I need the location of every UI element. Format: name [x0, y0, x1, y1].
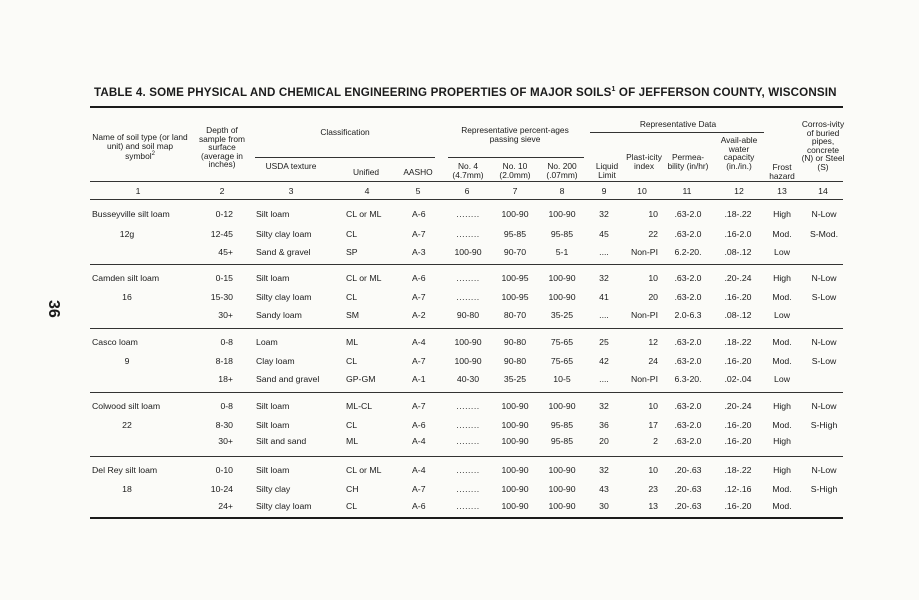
- frost-cell: High: [773, 465, 791, 475]
- frost-cell: High: [773, 401, 791, 411]
- frost-cell: Mod.: [772, 229, 792, 239]
- corrosivity-cell: N-Low: [811, 465, 837, 475]
- depth-cell: 45+: [218, 247, 233, 257]
- no10-cell: 90-80: [503, 337, 527, 347]
- depth-cell: 8-30: [215, 420, 233, 430]
- liquid-limit-cell: 43: [599, 484, 609, 494]
- permeability-cell: .63-2.0: [674, 356, 702, 366]
- depth-cell: 15-30: [210, 292, 233, 302]
- col-num-5: 5: [415, 186, 421, 196]
- no4-cell: 40-30: [456, 374, 480, 384]
- unified-cell: CL: [346, 356, 358, 366]
- awc-cell: .18-.22: [724, 465, 752, 475]
- depth-cell: 30+: [218, 436, 233, 446]
- liquid-limit-cell: 41: [599, 292, 609, 302]
- permeability-cell: .63-2.0: [674, 273, 702, 283]
- header-usda: USDA texture: [265, 161, 317, 171]
- col-num-3: 3: [288, 186, 294, 196]
- plasticity-cell: 10: [648, 465, 658, 475]
- header-permeability: Permea-bility (in/hr): [667, 152, 709, 171]
- unified-cell: ML: [346, 337, 359, 347]
- aashto-cell: A-4: [412, 436, 426, 446]
- header-aashto: AASHO: [403, 167, 433, 177]
- no200-cell: 95-85: [550, 436, 574, 446]
- header-corrosivity: Corros-ivity of buried pipes, concrete (N) or Steel (S): [801, 119, 845, 172]
- corrosivity-cell: S-High: [810, 484, 838, 494]
- permeability-cell: .20-.63: [674, 484, 702, 494]
- depth-cell: 10-24: [210, 484, 233, 494]
- no10-cell: 90-80: [503, 356, 527, 366]
- header-plasticity: Plast-icity index: [626, 152, 662, 171]
- aashto-cell: A-7: [412, 401, 426, 411]
- usda-cell: Silt loam: [256, 401, 290, 411]
- no4-cell: 90-80: [456, 310, 480, 320]
- no10-cell: 90-70: [503, 247, 527, 257]
- awc-cell: .16-.20: [724, 501, 752, 511]
- no4-cell: ........: [456, 484, 480, 494]
- no200-cell: 100-90: [548, 273, 576, 283]
- no200-cell: 100-90: [548, 501, 576, 511]
- no200-cell: 95-85: [550, 420, 574, 430]
- liquid-limit-cell: 20: [599, 436, 609, 446]
- permeability-cell: .63-2.0: [674, 209, 702, 219]
- corrosivity-cell: N-Low: [811, 273, 837, 283]
- plasticity-cell: 10: [648, 401, 658, 411]
- liquid-limit-cell: 32: [599, 401, 609, 411]
- permeability-cell: 2.0-6.3: [674, 310, 702, 320]
- title-text: TABLE 4. SOME PHYSICAL AND CHEMICAL ENGINEERING PROPERTIES OF MAJOR SOILS: [94, 86, 612, 99]
- usda-cell: Silty clay loam: [256, 292, 312, 302]
- unified-cell: ML: [346, 436, 359, 446]
- frost-cell: Low: [774, 374, 790, 384]
- frost-cell: Mod.: [772, 420, 792, 430]
- group-divider: [90, 264, 843, 265]
- frost-cell: Mod.: [772, 292, 792, 302]
- frost-cell: High: [773, 436, 791, 446]
- no4-cell: ........: [456, 465, 480, 475]
- unified-cell: SM: [346, 310, 360, 320]
- usda-cell: Silt loam: [256, 209, 290, 219]
- depth-cell: 12-45: [210, 229, 233, 239]
- no10-cell: 100-90: [501, 420, 529, 430]
- unified-cell: CH: [346, 484, 359, 494]
- title-suffix: OF JEFFERSON COUNTY, WISCONSIN: [615, 86, 837, 99]
- header-depth: Depth of sample from surface (average in inches): [198, 125, 246, 170]
- frost-cell: Low: [774, 247, 790, 257]
- column-number-rule: [90, 199, 843, 200]
- top-rule: [90, 106, 843, 108]
- col-num-4: 4: [364, 186, 370, 196]
- sieve-rule: [448, 157, 584, 158]
- unified-cell: CL: [346, 501, 358, 511]
- usda-cell: Sand & gravel: [256, 247, 311, 257]
- aashto-cell: A-4: [412, 465, 426, 475]
- frost-cell: High: [773, 273, 791, 283]
- liquid-limit-cell: 30: [599, 501, 609, 511]
- unified-cell: CL or ML: [346, 465, 382, 475]
- unified-cell: CL: [346, 292, 358, 302]
- unified-cell: CL or ML: [346, 273, 382, 283]
- no10-cell: 35-25: [503, 374, 527, 384]
- header-no200: No. 200 (.07mm): [546, 161, 578, 180]
- col-num-6: 6: [464, 186, 470, 196]
- no200-cell: 100-90: [548, 292, 576, 302]
- no4-cell: ........: [456, 401, 480, 411]
- corrosivity-cell: S-High: [810, 420, 838, 430]
- col-num-10: 10: [637, 186, 647, 196]
- corrosivity-cell: N-Low: [811, 401, 837, 411]
- liquid-limit-cell: 25: [599, 337, 609, 347]
- liquid-limit-cell: 32: [599, 465, 609, 475]
- col-num-8: 8: [559, 186, 565, 196]
- depth-cell: 0-15: [215, 273, 233, 283]
- usda-cell: Silty clay: [256, 484, 291, 494]
- awc-cell: .16-.20: [724, 292, 752, 302]
- aashto-cell: A-6: [412, 273, 426, 283]
- unified-cell: ML-CL: [346, 401, 373, 411]
- corrosivity-cell: N-Low: [811, 337, 837, 347]
- liquid-limit-cell: 32: [599, 209, 609, 219]
- no200-cell: 100-90: [548, 484, 576, 494]
- awc-cell: .16-.20: [724, 356, 752, 366]
- group-divider: [90, 328, 843, 329]
- usda-cell: Silt loam: [256, 420, 290, 430]
- permeability-cell: .63-2.0: [674, 401, 702, 411]
- usda-cell: Sandy loam: [256, 310, 302, 320]
- header-liquid: Liquid Limit: [595, 161, 619, 180]
- permeability-cell: .20-.63: [674, 501, 702, 511]
- col-num-9: 9: [601, 186, 607, 196]
- header-rep-data: Representative Data: [639, 119, 717, 129]
- no4-cell: ........: [456, 420, 480, 430]
- depth-cell: 8-18: [215, 356, 233, 366]
- no10-cell: 80-70: [503, 310, 527, 320]
- header-classification: Classification: [320, 127, 370, 137]
- aashto-cell: A-7: [412, 229, 426, 239]
- aashto-cell: A-2: [412, 310, 426, 320]
- no10-cell: 100-90: [501, 436, 529, 446]
- aashto-cell: A-3: [412, 247, 426, 257]
- awc-cell: .12-.16: [724, 484, 752, 494]
- plasticity-cell: 2: [653, 436, 658, 446]
- awc-cell: .20-.24: [724, 273, 752, 283]
- header-name-sup: 2: [151, 151, 155, 158]
- unified-cell: SP: [346, 247, 358, 257]
- frost-cell: Mod.: [772, 484, 792, 494]
- awc-cell: .18-.22: [724, 337, 752, 347]
- permeability-cell: .63-2.0: [674, 337, 702, 347]
- no200-cell: 5-1: [555, 247, 569, 257]
- soil-name: Camden silt loam: [92, 273, 160, 283]
- soil-symbol: 16: [122, 292, 132, 302]
- liquid-limit-cell: ....: [599, 374, 609, 384]
- liquid-limit-cell: 42: [599, 356, 609, 366]
- usda-cell: Silty clay loam: [256, 501, 312, 511]
- awc-cell: .16-.20: [724, 420, 752, 430]
- plasticity-cell: 23: [648, 484, 658, 494]
- plasticity-cell: 10: [648, 273, 658, 283]
- title-footnote-marker: 1: [611, 86, 616, 94]
- depth-cell: 0-10: [215, 465, 233, 475]
- no4-cell: 100-90: [454, 337, 482, 347]
- awc-cell: .20-.24: [724, 401, 752, 411]
- header-rule: [90, 181, 843, 182]
- usda-cell: Silt loam: [256, 273, 290, 283]
- depth-cell: 0-8: [220, 337, 233, 347]
- no10-cell: 100-95: [501, 273, 529, 283]
- col-num-2: 2: [219, 186, 225, 196]
- plasticity-cell: 20: [648, 292, 658, 302]
- soil-name: Colwood silt loam: [92, 401, 161, 411]
- bottom-rule: [90, 517, 843, 519]
- usda-cell: Clay loam: [256, 356, 295, 366]
- aashto-cell: A-1: [412, 374, 426, 384]
- no4-cell: ........: [456, 209, 480, 219]
- no10-cell: 100-90: [501, 401, 529, 411]
- col-num-13: 13: [777, 186, 787, 196]
- plasticity-cell: 10: [648, 209, 658, 219]
- no200-cell: 100-90: [548, 465, 576, 475]
- corrosivity-cell: N-Low: [811, 209, 837, 219]
- no10-cell: 100-90: [501, 501, 529, 511]
- no10-cell: 100-95: [501, 292, 529, 302]
- soil-symbol: 9: [124, 356, 130, 366]
- plasticity-cell: Non-PI: [630, 247, 658, 257]
- liquid-limit-cell: ....: [599, 247, 609, 257]
- header-unified: Unified: [352, 167, 380, 177]
- no4-cell: ........: [456, 436, 480, 446]
- no200-cell: 10-5: [553, 374, 571, 384]
- no4-cell: ........: [456, 229, 480, 239]
- plasticity-cell: 13: [648, 501, 658, 511]
- permeability-cell: 6.3-20.: [674, 374, 702, 384]
- soil-name: Del Rey silt loam: [92, 465, 158, 475]
- aashto-cell: A-7: [412, 356, 426, 366]
- soil-symbol: 18: [122, 484, 132, 494]
- usda-cell: Silt loam: [256, 465, 290, 475]
- no4-cell: 100-90: [454, 247, 482, 257]
- soil-symbol: 12g: [119, 229, 135, 239]
- usda-cell: Loam: [256, 337, 278, 347]
- no10-cell: 100-90: [501, 465, 529, 475]
- depth-cell: 30+: [218, 310, 233, 320]
- header-frost: Frost hazard: [769, 162, 795, 181]
- aashto-cell: A-6: [412, 209, 426, 219]
- unified-cell: CL: [346, 420, 358, 430]
- plasticity-cell: Non-PI: [630, 374, 658, 384]
- col-num-7: 7: [512, 186, 518, 196]
- no10-cell: 100-90: [501, 209, 529, 219]
- frost-cell: Mod.: [772, 337, 792, 347]
- permeability-cell: .63-2.0: [674, 420, 702, 430]
- corrosivity-cell: S-Mod.: [809, 229, 838, 239]
- usda-cell: Silty clay loam: [256, 229, 312, 239]
- header-awc: Avail-able water capacity (in./in.): [720, 135, 758, 171]
- header-no4: No. 4 (4.7mm): [452, 161, 484, 180]
- header-name-text: Name of soil type (or land unit) and soil map symbol: [92, 132, 188, 161]
- awc-cell: .08-.12: [724, 247, 752, 257]
- col-num-11: 11: [682, 186, 692, 196]
- awc-cell: .18-.22: [724, 209, 752, 219]
- plasticity-cell: Non-PI: [630, 310, 658, 320]
- no4-cell: ........: [456, 501, 480, 511]
- frost-cell: Low: [774, 310, 790, 320]
- depth-cell: 0-8: [220, 401, 233, 411]
- no200-cell: 75-65: [550, 337, 574, 347]
- no200-cell: 75-65: [550, 356, 574, 366]
- classification-rule: [255, 157, 435, 158]
- page-number: 36: [45, 300, 62, 318]
- no200-cell: 95-85: [550, 229, 574, 239]
- depth-cell: 0-12: [215, 209, 233, 219]
- permeability-cell: .63-2.0: [674, 229, 702, 239]
- plasticity-cell: 12: [648, 337, 658, 347]
- aashto-cell: A-7: [412, 292, 426, 302]
- no200-cell: 100-90: [548, 401, 576, 411]
- awc-cell: .08-.12: [724, 310, 752, 320]
- frost-cell: Mod.: [772, 356, 792, 366]
- permeability-cell: 6.2-20.: [674, 247, 702, 257]
- group-divider: [90, 456, 843, 457]
- group-divider: [90, 392, 843, 393]
- corrosivity-cell: S-Low: [811, 292, 837, 302]
- unified-cell: GP-GM: [346, 374, 376, 384]
- header-name: [92, 133, 188, 161]
- header-sieve-group: Representative percent-ages passing sieve: [461, 125, 569, 144]
- liquid-limit-cell: 45: [599, 229, 609, 239]
- soil-name: Busseyville silt loam: [92, 209, 170, 219]
- no4-cell: ........: [456, 292, 480, 302]
- plasticity-cell: 24: [648, 356, 658, 366]
- rep-data-rule: [590, 132, 764, 133]
- corrosivity-cell: S-Low: [811, 356, 837, 366]
- no10-cell: 95-85: [503, 229, 527, 239]
- no200-cell: 35-25: [550, 310, 574, 320]
- no200-cell: 100-90: [548, 209, 576, 219]
- depth-cell: 24+: [218, 501, 233, 511]
- col-num-14: 14: [818, 186, 828, 196]
- aashto-cell: A-7: [412, 484, 426, 494]
- awc-cell: .16-.20: [724, 436, 752, 446]
- soil-name: Casco loam: [92, 337, 138, 347]
- soil-symbol: 22: [122, 420, 132, 430]
- plasticity-cell: 17: [648, 420, 658, 430]
- aashto-cell: A-6: [412, 501, 426, 511]
- aashto-cell: A-4: [412, 337, 426, 347]
- col-num-12: 12: [734, 186, 744, 196]
- no10-cell: 100-90: [501, 484, 529, 494]
- header-no10: No. 10 (2.0mm): [499, 161, 531, 180]
- permeability-cell: .63-2.0: [674, 292, 702, 302]
- awc-cell: .02-.04: [724, 374, 752, 384]
- liquid-limit-cell: ....: [599, 310, 609, 320]
- usda-cell: Sand and gravel: [256, 374, 320, 384]
- plasticity-cell: 22: [648, 229, 658, 239]
- unified-cell: CL or ML: [346, 209, 382, 219]
- frost-cell: High: [773, 209, 791, 219]
- permeability-cell: .20-.63: [674, 465, 702, 475]
- aashto-cell: A-6: [412, 420, 426, 430]
- no4-cell: 100-90: [454, 356, 482, 366]
- liquid-limit-cell: 36: [599, 420, 609, 430]
- depth-cell: 18+: [218, 374, 233, 384]
- liquid-limit-cell: 32: [599, 273, 609, 283]
- unified-cell: CL: [346, 229, 358, 239]
- no4-cell: ........: [456, 273, 480, 283]
- frost-cell: Mod.: [772, 501, 792, 511]
- usda-cell: Silt and sand: [256, 436, 307, 446]
- col-num-1: 1: [135, 186, 141, 196]
- awc-cell: .16-2.0: [724, 229, 752, 239]
- permeability-cell: .63-2.0: [674, 436, 702, 446]
- table-title: [94, 86, 854, 99]
